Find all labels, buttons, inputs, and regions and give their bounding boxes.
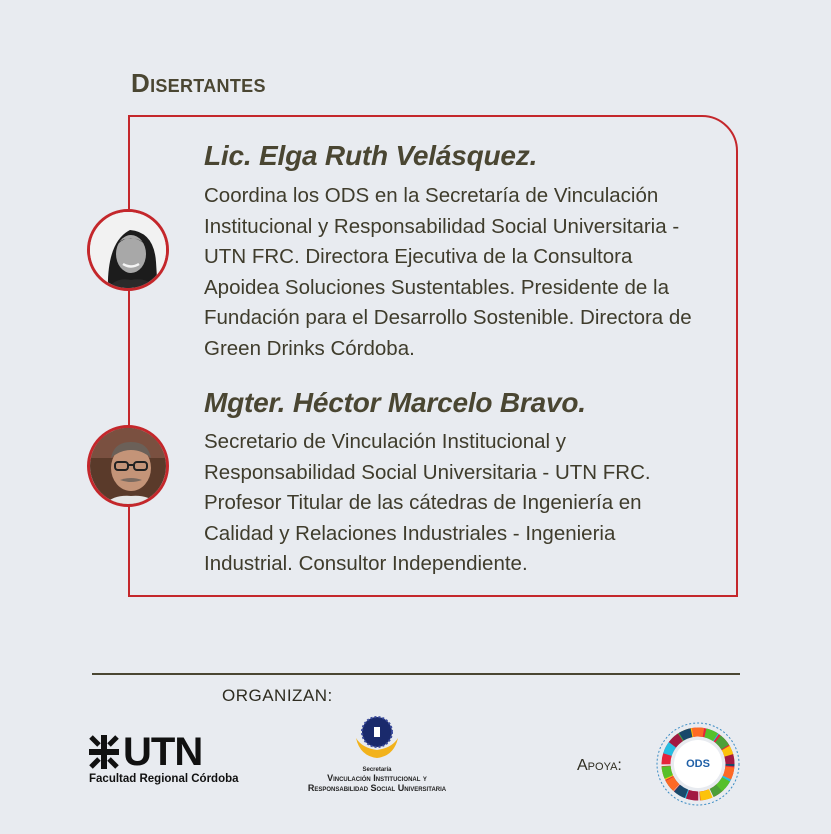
- organizan-label: ORGANIZAN:: [222, 686, 333, 705]
- speaker-1-bio: Coordina los ODS en la Secretaría de Vinculación Institucional y Responsabilidad Social Universitaria - UTN FRC. Directora Ejecutiva de la Consultora Apoidea Soluciones Sustentables. Presidente de la Fundación para el Desarrollo Sostenible. Directora de Green Drinks Córdoba.: [204, 184, 692, 360]
- secretaria-line-2: Responsabilidad Social Universitaria: [307, 783, 447, 793]
- utn-emblem-icon: [89, 735, 119, 769]
- utn-subtitle: Facultad Regional Córdoba: [89, 773, 239, 785]
- footer-divider: [92, 673, 740, 675]
- apoya-label: Apoya:: [577, 757, 622, 774]
- secretaria-small-label: Secretaría: [362, 767, 392, 773]
- speaker-1-name: Lic. Elga Ruth Velásquez.: [204, 140, 538, 171]
- speaker-2-name: Mgter. Héctor Marcelo Bravo.: [204, 387, 586, 418]
- hands-globe-icon: [352, 712, 402, 762]
- secretaria-line-1: Vinculación Institucional y: [327, 773, 427, 783]
- utn-wordmark: UTN: [123, 730, 203, 774]
- ods-logo: [652, 718, 744, 810]
- speaker-1-avatar: [87, 209, 169, 291]
- speaker-2-avatar: [87, 425, 169, 507]
- utn-logo: [89, 730, 239, 785]
- section-title: Disertantes: [131, 68, 266, 98]
- speaker-2-bio: Secretario de Vinculación Institucional y Responsabilidad Social Universitaria - UTN FRC. Profesor Titular de las cátedras de Ingeniería en Calidad y Relaciones Industriales - Ingenieria Industrial. Consultor Independiente.: [204, 430, 651, 575]
- secretaria-logo: [288, 712, 466, 793]
- ods-center-text: ODS: [686, 758, 710, 770]
- ods-wheel-icon: [652, 718, 744, 810]
